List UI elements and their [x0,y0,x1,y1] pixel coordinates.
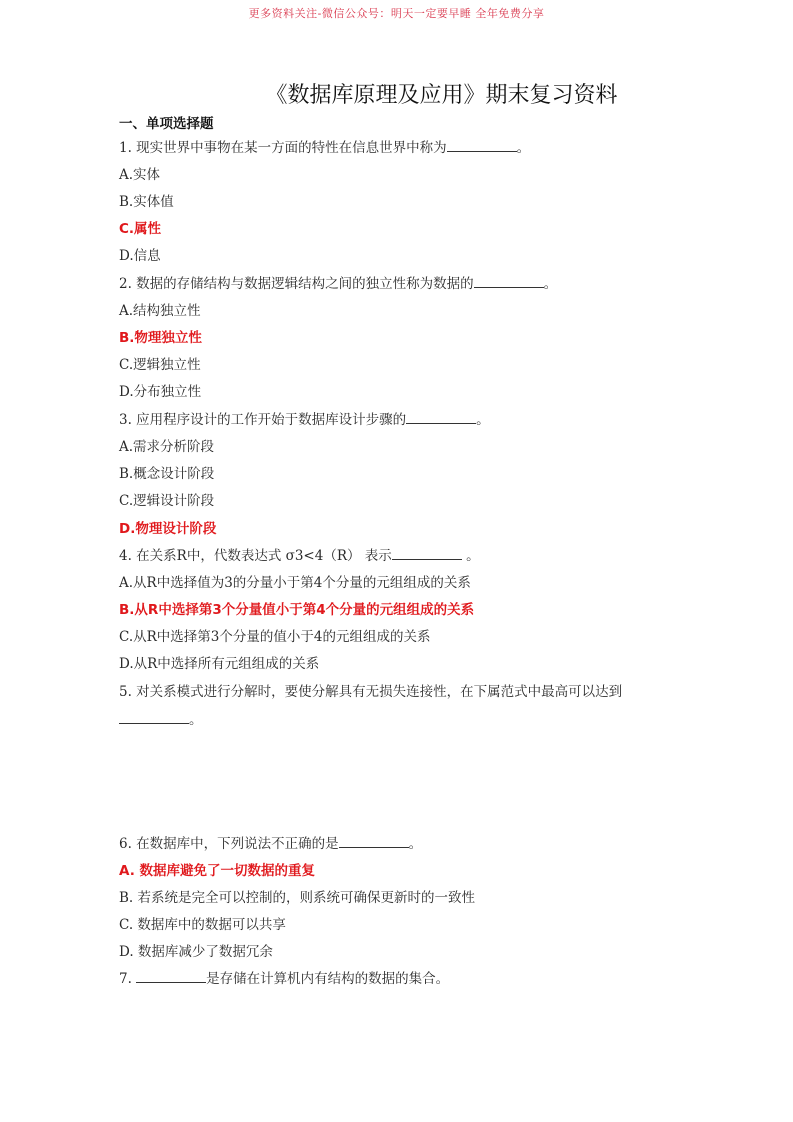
question-punct: 。 [516,140,531,156]
answer-blank [339,835,409,848]
answer-blank [474,275,544,288]
question-3-stem [119,411,490,429]
answer-blank [392,547,462,560]
question-text: 6. 在数据库中，下列说法不正确的是 [119,836,339,852]
question-text: 1. 现实世界中事物在某一方面的特性在信息世界中称为 [119,140,447,156]
question-text: 3. 应用程序设计的工作开始于数据库设计步骤的 [119,412,407,428]
question-3-option-d-answer: D.物理设计阶段 [119,521,217,537]
question-punct: 。 [476,412,490,428]
question-2-option-c: C.逻辑独立性 [119,357,201,373]
question-2-option-d: D.分布独立性 [119,384,202,400]
question-2-option-a: A.结构独立性 [119,303,201,319]
answer-blank [447,139,517,152]
question-3-option-c: C.逻辑设计阶段 [119,493,215,509]
question-punct: 。 [543,276,558,292]
watermark-banner: 更多资料关注-微信公众号：明天一定要早睡 全年免费分享 [248,7,545,20]
question-1-option-a: A.实体 [119,167,161,183]
question-4-option-d: D.从R中选择所有元组组成的关系 [119,656,320,672]
question-punct: 。 [408,836,423,852]
question-2-option-b-answer: B.物理独立性 [119,330,202,346]
question-4-option-a: A.从R中选择值为3的分量小于第4个分量的元组组成的关系 [119,575,471,591]
question-5-stem: 5. 对关系模式进行分解时，要使分解具有无损失连接性，在下属范式中最高可以达到 [119,684,623,700]
question-3-option-a: A.需求分析阶段 [119,439,215,455]
question-punct: 。 [189,712,203,728]
answer-blank [119,711,189,724]
answer-blank [136,970,206,983]
question-text: 是存储在计算机内有结构的数据的集合。 [206,971,450,987]
question-6-stem [119,835,422,853]
question-4-option-c: C.从R中选择第3个分量的值小于4的元组组成的关系 [119,629,431,645]
question-4-stem [119,547,480,565]
question-6-option-a-answer: A. 数据库避免了一切数据的重复 [119,863,316,879]
question-1-stem [119,139,530,157]
section-heading: 一、单项选择题 [119,116,214,132]
question-1-option-b: B.实体值 [119,194,174,210]
question-1-option-c-answer: C.属性 [119,221,162,237]
question-2-stem [119,275,557,293]
question-text: 2. 数据的存储结构与数据逻辑结构之间的独立性称为数据的 [119,276,474,292]
question-4-option-b-answer: B.从R中选择第3个分量值小于第4个分量的元组组成的关系 [119,602,475,618]
question-6-option-d: D. 数据库减少了数据冗余 [119,944,273,960]
question-3-option-b: B.概念设计阶段 [119,466,215,482]
question-number: 7. [119,971,137,987]
document-title: 《数据库原理及应用》期末复习资料 [265,83,618,108]
question-1-option-d: D.信息 [119,248,161,264]
question-6-option-b: B. 若系统是完全可以控制的，则系统可确保更新时的一致性 [119,890,476,906]
answer-blank [406,411,476,424]
question-7-stem [119,970,449,988]
question-text: 4. 在关系R中，代数表达式 σ3<4（R） 表示 [119,548,392,564]
question-6-option-c: C. 数据库中的数据可以共享 [119,917,286,933]
question-punct: 。 [461,548,480,564]
question-5-stem-line2 [119,711,203,729]
